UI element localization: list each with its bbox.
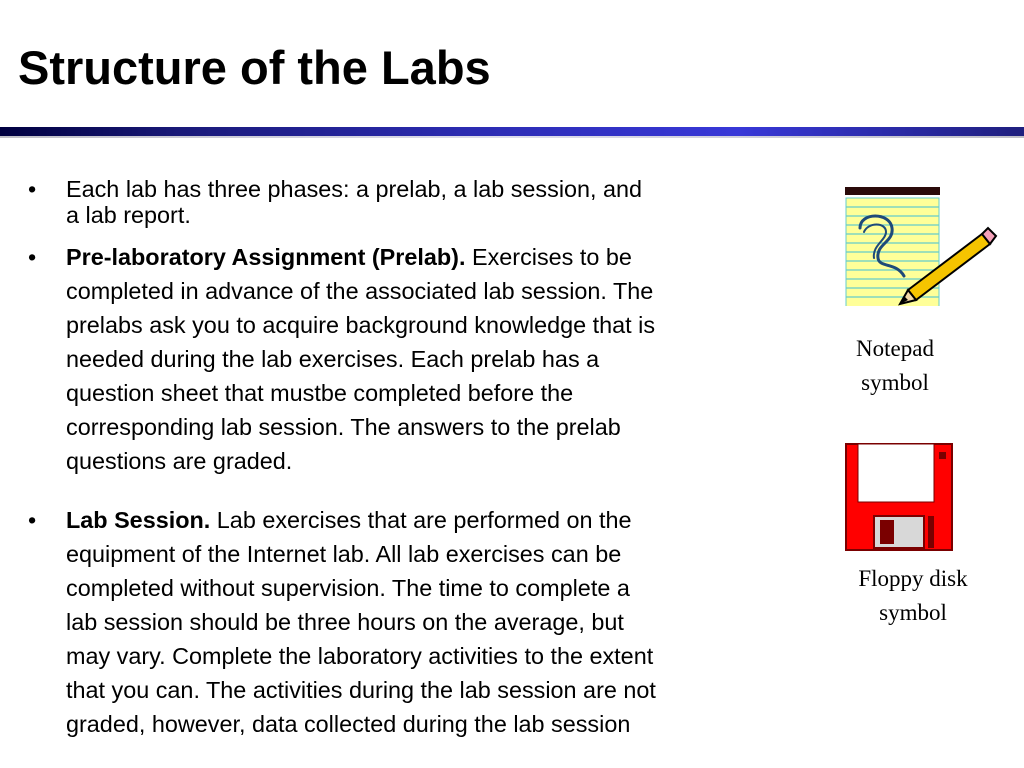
bullet-line: question sheet that mustbe completed before the <box>66 380 574 406</box>
bullet-line: needed during the lab exercises. Each prelab has a <box>66 346 600 372</box>
title-divider <box>0 127 1024 136</box>
caption-line: symbol <box>879 600 947 625</box>
title-divider-shadow <box>0 136 1024 138</box>
bullet-line: completed in advance of the associated lab session. The <box>66 278 654 304</box>
caption-line: Notepad <box>856 336 934 361</box>
bullet-line: completed without supervision. The time to complete a <box>66 575 630 601</box>
bullet-line: Each lab has three phases: a prelab, a lab session, and <box>66 176 643 202</box>
bullet-prelab <box>28 240 788 478</box>
floppy-disk-caption <box>830 562 996 630</box>
bullet-line: corresponding lab session. The answers to the prelab <box>66 414 621 440</box>
bullet-heading: Pre-laboratory Assignment (Prelab). <box>66 244 466 270</box>
bullet-line: a lab report. <box>66 202 191 228</box>
bullet-line: may vary. Complete the laboratory activities to the extent <box>66 643 654 669</box>
bullet-list <box>28 176 788 741</box>
bullet-line: prelabs ask you to acquire background knowledge that is <box>66 312 656 338</box>
bullet-heading: Lab Session. <box>66 507 211 533</box>
bullet-marker: • <box>28 507 37 533</box>
notepad-icon <box>838 182 998 306</box>
caption-line: Floppy disk <box>858 566 968 591</box>
bullet-marker: • <box>28 244 37 270</box>
bullet-marker: • <box>28 176 37 202</box>
bullet-line: lab session should be three hours on the average, but <box>66 609 624 635</box>
bullet-line: that you can. The activities during the lab session are not <box>66 677 656 703</box>
bullet-line: questions are graded. <box>66 448 293 474</box>
caption-line: symbol <box>861 370 929 395</box>
bullet-line: Exercises to be <box>471 244 632 270</box>
slide-title: Structure of the Labs <box>18 41 491 94</box>
floppy-disk-icon <box>844 442 954 554</box>
bullet-lab-session <box>28 503 788 741</box>
bullet-line: Lab exercises that are performed on the <box>216 507 632 533</box>
bullet-line: graded, however, data collected during the lab session <box>66 711 631 737</box>
notepad-caption <box>830 332 960 400</box>
bullet-phases <box>28 176 788 228</box>
bullet-line: equipment of the Internet lab. All lab exercises can be <box>66 541 622 567</box>
